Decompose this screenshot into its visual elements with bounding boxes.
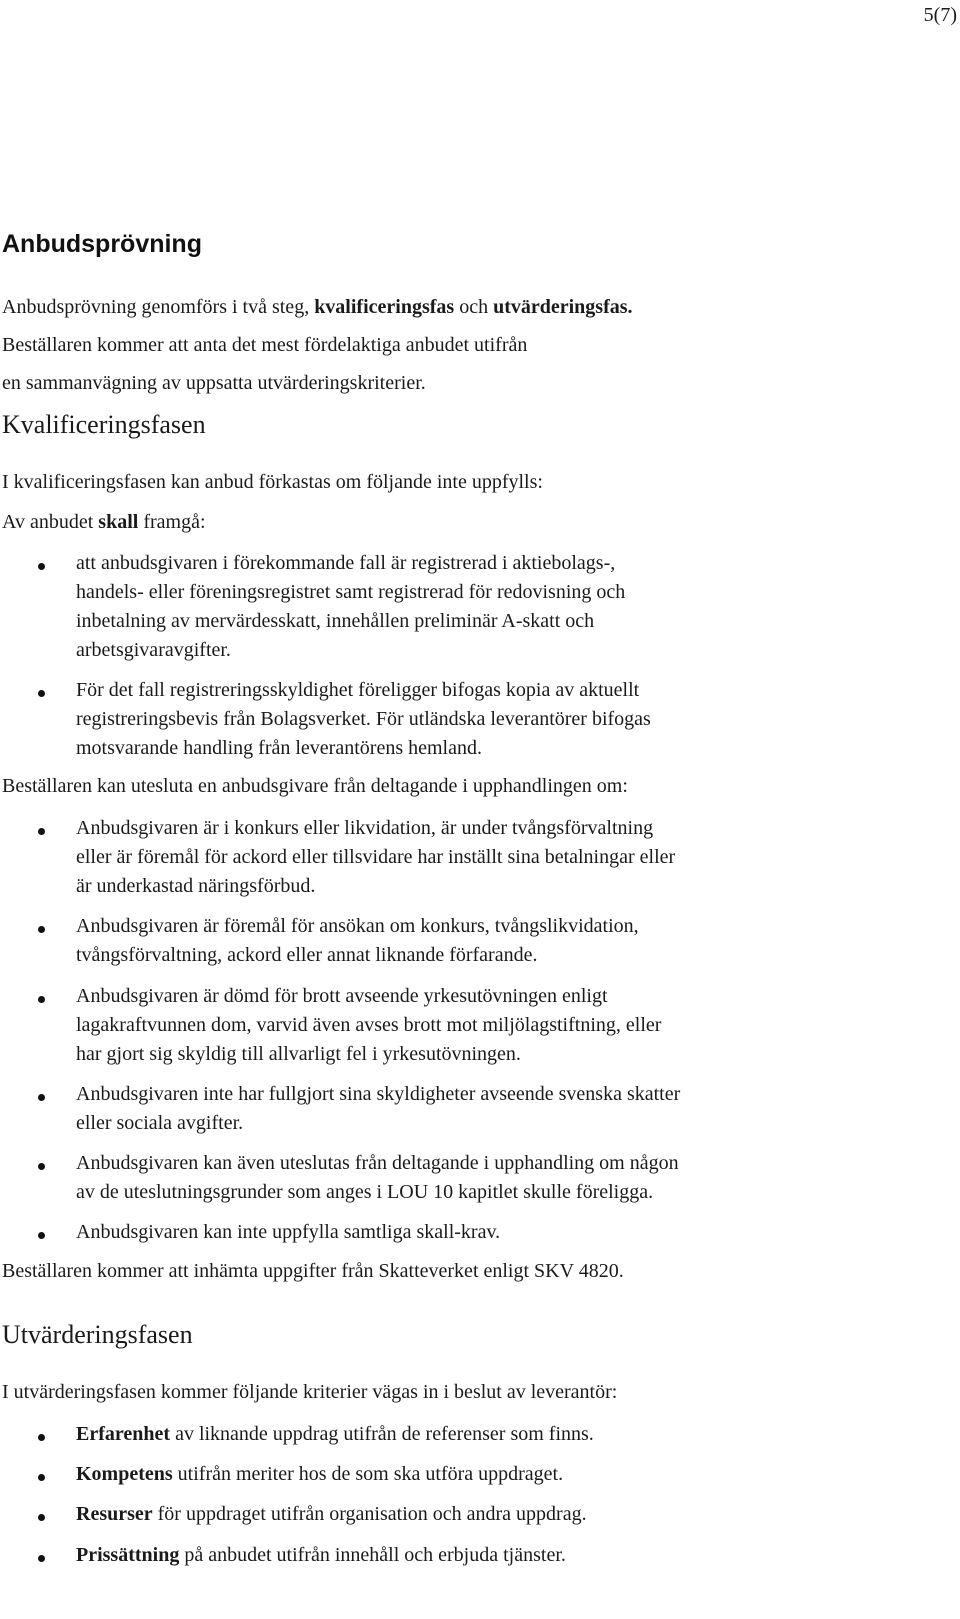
intro-line-2: Beställaren kommer att anta det mest fördelaktiga anbudet utifrån [2,334,528,356]
requirement-line: registreringsbevis från Bolagsverket. För utländska leverantörer bifogas [76,708,651,730]
kval-paragraph-1: I kvalificeringsfasen kan anbud förkastas om följande inte uppfylls: [2,471,543,493]
exclusion-item [76,912,639,970]
exclusion-item [76,1080,680,1138]
criterion-term: Resurser [76,1503,153,1525]
kval-p2-text: Av anbudet [2,511,99,533]
kval-paragraph-2 [2,508,206,537]
exclusion-line: lagakraftvunnen dom, varvid även avses brott mot miljölagstiftning, eller [76,1014,662,1036]
term-skall: skall [98,511,139,533]
exclusion-line: Anbudsgivaren är föremål för ansökan om konkurs, tvångslikvidation, [76,915,639,937]
criterion-item [76,1541,566,1570]
criterion-text: på anbudet utifrån innehåll och erbjuda tjänster. [179,1544,566,1566]
heading-kvalificeringsfasen: Kvalificeringsfasen [2,410,206,439]
requirement-item [76,549,625,665]
bullet-icon [38,1514,45,1521]
bullet-icon [38,996,45,1003]
requirement-line: För det fall registreringsskyldighet föreligger bifogas kopia av aktuellt [76,679,640,701]
requirement-line: inbetalning av mervärdesskatt, innehållen preliminär A-skatt och [76,610,595,632]
intro-line-3: en sammanvägning av uppsatta utvärderingskriterier. [2,372,426,394]
term-kvalificeringsfas: kvalificeringsfas [314,296,455,318]
exclusion-item [76,982,661,1069]
criterion-item [76,1500,587,1529]
criterion-text: av liknande uppdrag utifrån de referenser som finns. [170,1423,594,1445]
exclusion-line: eller sociala avgifter. [76,1112,244,1134]
kval-p2-text: framgå: [138,511,206,533]
requirement-line: motsvarande handling från leverantörens hemland. [76,737,482,759]
kval-paragraph-3: Beställaren kan utesluta en anbudsgivare från deltagande i upphandlingen om: [2,775,628,797]
bullet-icon [38,1163,45,1170]
bullet-icon [38,1094,45,1101]
requirement-line: att anbudsgivaren i förekommande fall är registrerad i aktiebolags-, [76,552,616,574]
criterion-item [76,1420,594,1449]
exclusion-line: Anbudsgivaren är i konkurs eller likvidation, är under tvångsförvaltning [76,817,654,839]
bullet-icon [38,1555,45,1562]
bullet-icon [38,926,45,933]
heading-anbudsprovning: Anbudsprövning [2,230,202,258]
bullet-icon [38,828,45,835]
exclusion-line: eller är föremål för ackord eller tillsvidare har inställt sina betalningar eller [76,846,676,868]
bullet-icon [38,690,45,697]
term-utvarderingsfas: utvärderingsfas. [493,296,633,318]
page-number: 5(7) [923,4,957,26]
criterion-item [76,1460,563,1489]
exclusion-line: Anbudsgivaren inte har fullgjort sina skyldigheter avseende svenska skatter [76,1083,681,1105]
exclusion-line: Anbudsgivaren kan även uteslutas från deltagande i upphandling om någon [76,1152,679,1174]
criterion-term: Kompetens [76,1463,173,1485]
exclusion-line: Anbudsgivaren är dömd för brott avseende yrkesutövningen enligt [76,985,608,1007]
exclusion-line: har gjort sig skyldig till allvarligt fel i yrkesutövningen. [76,1043,521,1065]
exclusion-line: Anbudsgivaren kan inte uppfylla samtliga skall-krav. [76,1221,501,1243]
heading-utvarderingsfasen: Utvärderingsfasen [2,1320,193,1349]
exclusion-line: är underkastad näringsförbud. [76,875,316,897]
criterion-text: utifrån meriter hos de som ska utföra uppdraget. [172,1463,564,1485]
exclusion-line: tvångsförvaltning, ackord eller annat liknande förfarande. [76,944,538,966]
intro-text: Anbudsprövning genomförs i två steg, [2,296,315,318]
bullet-icon [38,1474,45,1481]
criterion-text: för uppdraget utifrån organisation och andra uppdrag. [152,1503,587,1525]
bullet-icon [38,563,45,570]
intro-text: och [454,296,494,318]
requirement-line: handels- eller föreningsregistret samt registrerad för redovisning och [76,581,626,603]
criterion-term: Erfarenhet [76,1423,171,1445]
exclusion-item [76,1218,500,1247]
intro-line-1 [2,293,633,322]
requirement-item [76,676,651,763]
requirement-line: arbetsgivaravgifter. [76,639,231,661]
exclusion-item [76,814,675,901]
exclusion-line: av de uteslutningsgrunder som anges i LOU 10 kapitlet skulle föreligga. [76,1181,654,1203]
bullet-icon [38,1434,45,1441]
kval-paragraph-4: Beställaren kommer att inhämta uppgifter från Skatteverket enligt SKV 4820. [2,1260,624,1282]
utv-paragraph-1: I utvärderingsfasen kommer följande kriterier vägas in i beslut av leverantör: [2,1381,618,1403]
criterion-term: Prissättning [76,1544,180,1566]
bullet-icon [38,1232,45,1239]
exclusion-item [76,1149,679,1207]
